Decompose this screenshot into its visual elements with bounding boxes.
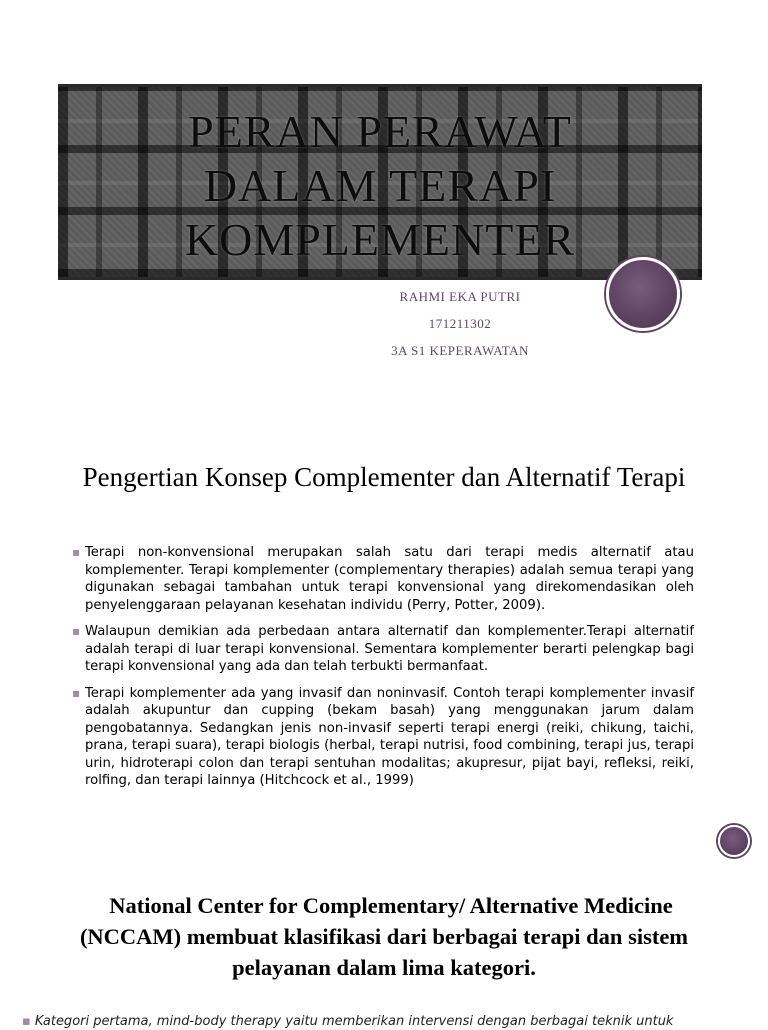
title-line-2: DALAM TERAPI <box>203 160 557 211</box>
bullet-text: Kategori pertama, mind-body therapy yaitu memberikan intervensi dengan berbagai teknik untuk <box>34 1014 674 1029</box>
title-line-3: pelayanan dalam lima kategori. <box>232 955 536 980</box>
bullet-icon: ▪ <box>72 545 81 559</box>
bullet-item <box>72 623 694 676</box>
class-name: 3A S1 KEPERAWATAN <box>391 343 529 358</box>
presentation-title <box>58 105 702 267</box>
bullet-icon: ▪ <box>22 1014 31 1029</box>
decorative-circle-small <box>718 825 750 857</box>
bullet-text: Terapi komplementer ada yang invasif dan noninvasif. Contoh terapi komplementer invasif adalah akupuntur dan cupping (bekam basah) yang menggunakan jarum dalam pengobatannya. Sedangkan jenis non-invasif seperti terapi energi (reiki, chikung, taichi, prana, terapi suara), terapi biologis (herbal, terapi nutrisi, food combining, terapi jus, terapi urin, hidroterapi colon dan terapi sentuhan modalitas; akupresur, pijat bayi, refleksi, reiki, rolfing, dan terapi lainnya (Hitchcock et al., 1999) <box>85 685 694 788</box>
bullet-item <box>72 544 694 614</box>
title-line-3: KOMPLEMENTER <box>184 214 576 265</box>
author-name: RAHMI EKA PUTRI <box>399 289 521 304</box>
slide-title: Pengertian Konsep Complementer dan Alternatif Terapi <box>82 462 686 492</box>
bullet-item <box>22 1013 758 1030</box>
decorative-circle <box>606 257 680 331</box>
definition-slide <box>0 430 768 860</box>
title-line-1: National Center for Complementary/ Alternative Medicine <box>109 893 673 918</box>
bullet-text: Walaupun demikian ada perbedaan antara alternatif dan komplementer.Terapi alternatif adalah terapi di luar terapi konvensional. Sementara komplementer berarti pelengkap bagi terapi konvensional yang ada dan telah terbukti bermanfaat. <box>85 624 694 674</box>
title-line-2: (NCCAM) membuat klasifikasi dari berbagai terapi dan sistem <box>79 924 689 949</box>
bullet-item <box>72 685 694 790</box>
title-slide <box>0 0 768 430</box>
title-banner <box>58 84 702 280</box>
bullet-icon: ▪ <box>72 624 81 638</box>
title-line-1: PERAN PERAWAT <box>188 106 572 157</box>
classification-slide <box>0 860 768 1029</box>
bullet-icon: ▪ <box>72 685 81 700</box>
student-id: 171211302 <box>428 316 492 331</box>
slide-title <box>30 890 738 983</box>
bullet-list <box>72 544 694 799</box>
bullet-text: Terapi non-konvensional merupakan salah satu dari terapi medis alternatif atau komplementer. Terapi komplementer (complementary therapies) adalah semua terapi yang digunakan sebagai tambahan untuk terapi konvensional yang direkomendasikan oleh penyelenggaraan pelayanan kesehatan individu (Perry, Potter, 2009). <box>85 545 694 613</box>
